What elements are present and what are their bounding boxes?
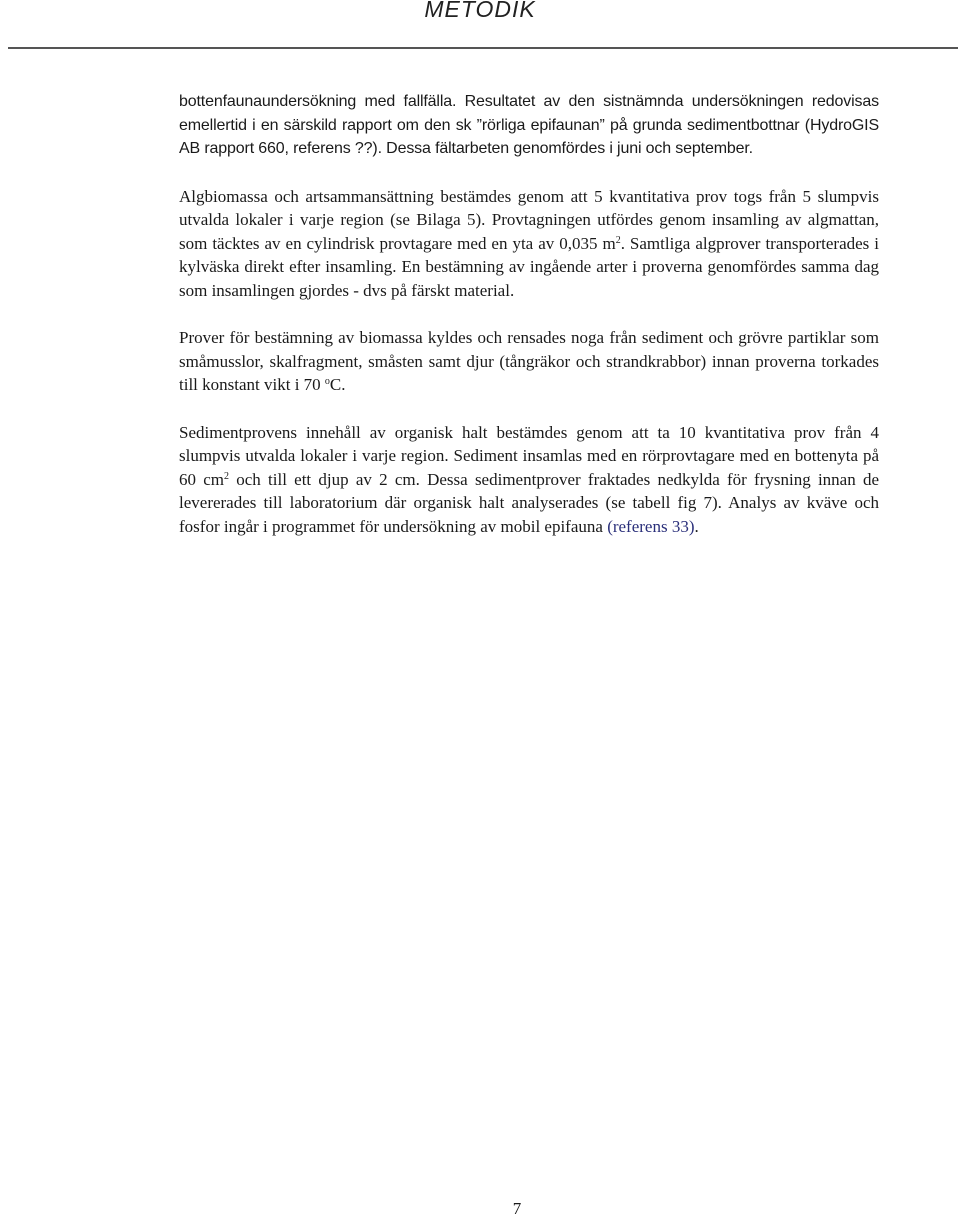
superscript-squared: 2 — [615, 234, 621, 246]
paragraph-sediment-text-cont: och till ett djup av 2 cm. Dessa sedimentprover fraktades nedkylda för frysning innan de levererades till laboratorium där organisk halt analyserades (se tabell fig 7). Analys av kväve och fosfor ingår i programmet för undersökning av mobil epifauna — [179, 469, 879, 536]
paragraph-algal-biomass-text: Algbiomassa och artsammansättning bestämdes genom att 5 kvantitativa prov togs från 5 slumpvis utvalda lokaler i varje region (se Bilaga 5). Provtagningen utfördes genom insamling av algmattan, som täcktes av en cylindrisk provtagare med en yta av 0,035 m — [179, 186, 879, 253]
superscript-degree: o — [324, 376, 330, 387]
page-header — [0, 0, 960, 50]
paragraph-algal-biomass — [179, 185, 879, 303]
paragraph-biomass-samples-text: Prover för bestämning av biomassa kyldes och rensades noga från sediment och grövre partiklar som småmusslor, skalfragment, småsten samt djur (tångräkor och strandkrabbor) innan proverna torkades till konstant vikt i 70 — [179, 328, 879, 394]
paragraph-algal-biomass-text-cont: . Samtliga algprover transporterades i kylväska direkt efter insamling. En bestämning av ingående arter i proverna genomfördes samma dag som insamlingen gjordes - dvs på färskt material. — [179, 233, 879, 300]
reference-link[interactable]: (referens 33) — [607, 516, 695, 536]
section-title: METODIK — [424, 0, 536, 22]
paragraph-biomass-samples — [179, 326, 879, 397]
header-divider — [8, 47, 958, 49]
paragraph-fieldwork — [179, 90, 879, 161]
body-text — [179, 90, 879, 562]
paragraph-sediment-text: Sedimentprovens innehåll av organisk halt bestämdes genom att ta 10 kvantitativa prov från 4 slumpvis utvalda lokaler i varje region. Sediment insamlas med en rörprovtagare med en bottenyta på 60 cm — [179, 422, 879, 489]
paragraph-sediment — [179, 421, 879, 539]
paragraph-sediment-text-end: . — [694, 516, 699, 536]
paragraph-fieldwork-text: bottenfaunaundersökning med fallfälla. Resultatet av den sistnämnda undersökningen redovisas emellertid i en särskild rapport om den sk ”rörliga epifaunan” på grunda sedimentbottnar (HydroGIS AB rapport 660, referens ??). Dessa fältarbeten genomfördes i juni och september. — [179, 93, 879, 157]
page-number: 7 — [512, 1199, 522, 1218]
superscript-squared: 2 — [224, 470, 230, 482]
paragraph-biomass-samples-text-cont: C. — [329, 375, 346, 394]
